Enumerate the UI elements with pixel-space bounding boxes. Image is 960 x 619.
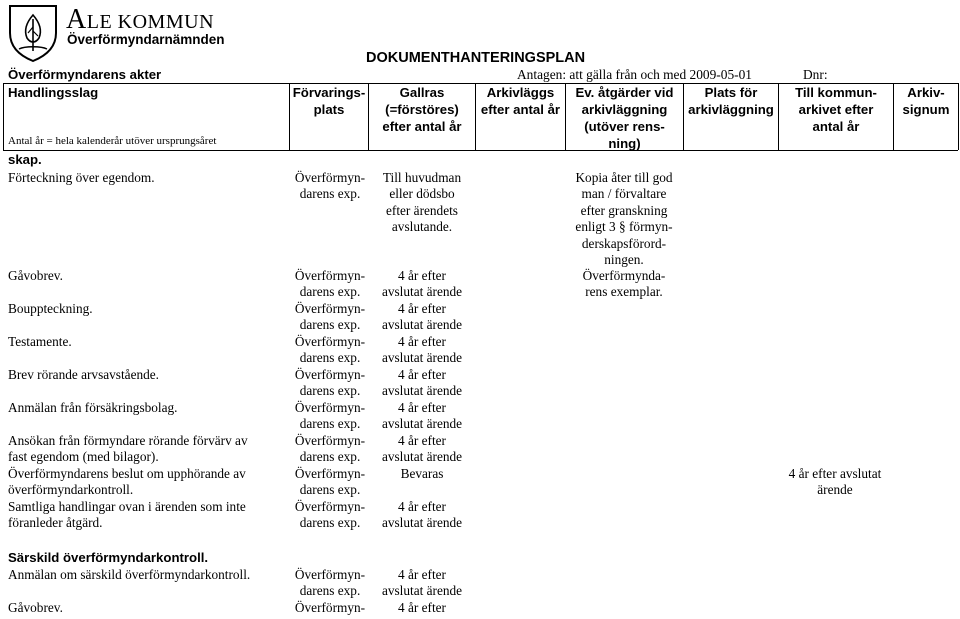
- col-kommunarkivet: Till kommun- arkivet efter antal år: [795, 85, 877, 134]
- row-3-gallras: 4 år efter avslutat ärende: [381, 301, 463, 333]
- row-7-name: Ansökan från förmyndare rörande förvärv av fast egendom (med bilagor).: [8, 433, 248, 465]
- row-5-place: Överförmyn- darens exp.: [294, 367, 366, 399]
- col-gallras: Gallras (=förstöres) efter antal år: [382, 85, 462, 134]
- org-name-rest: LE KOMMUN: [86, 11, 215, 33]
- row-2-atgarder: Överförmynda- rens exemplar.: [582, 268, 666, 300]
- row-1-atgarder: Kopia åter till god man / förvaltare efter granskning enligt 3 § förmyn- derskapsförord- ningen.: [575, 170, 673, 268]
- row-3-name: Bouppteckning.: [8, 301, 93, 316]
- row-9-place: Överförmyn- darens exp.: [294, 499, 366, 531]
- section2-row-1-place: Överförmyn- darens exp.: [294, 567, 366, 599]
- section-heading-skap: skap.: [8, 152, 42, 167]
- row-1-gallras: Till huvudman eller dödsbo efter ärendets avslutande.: [382, 170, 462, 235]
- row-1-place: Överförmyn- darens exp.: [294, 170, 366, 202]
- row-2-place: Överförmyn- darens exp.: [294, 268, 366, 300]
- col-handlingsslag: Handlingsslag: [8, 85, 99, 100]
- akter-label: Överförmyndarens akter: [8, 67, 162, 82]
- section2-row-2-gallras: 4 år efter: [398, 600, 446, 615]
- row-3-place: Överförmyn- darens exp.: [294, 301, 366, 333]
- row-4-place: Överförmyn- darens exp.: [294, 334, 366, 366]
- row-7-place: Överförmyn- darens exp.: [294, 433, 366, 465]
- section2-row-1-name: Anmälan om särskild överförmyndarkontroll.: [8, 567, 251, 582]
- row-4-name: Testamente.: [8, 334, 72, 349]
- row-2-name: Gåvobrev.: [8, 268, 63, 283]
- row-8-gallras: Bevaras: [400, 466, 444, 481]
- row-4-gallras: 4 år efter avslutat ärende: [381, 334, 463, 366]
- row-9-gallras: 4 år efter avslutat ärende: [381, 499, 463, 531]
- dnr-label: Dnr:: [803, 67, 828, 82]
- row-2-gallras: 4 år efter avslutat ärende: [381, 268, 463, 300]
- org-name-initial: A: [66, 4, 87, 35]
- row-7-gallras: 4 år efter avslutat ärende: [381, 433, 463, 465]
- org-subtitle: Överförmyndarnämnden: [67, 32, 225, 47]
- section2-row-2-place: Överförmyn-: [294, 600, 366, 615]
- col-arkivlaggs: Arkivläggs efter antal år: [480, 85, 561, 117]
- col-arkivsignum: Arkiv- signum: [902, 85, 950, 117]
- row-8-name: Överförmyndarens beslut om upphörande av överförmyndarkontroll.: [8, 466, 246, 498]
- row-6-name: Anmälan från försäkringsbolag.: [8, 400, 178, 415]
- row-1-name: Förteckning över egendom.: [8, 170, 155, 185]
- col-plats: Plats för arkivläggning: [688, 85, 774, 117]
- table-header-bottom-border: [3, 150, 958, 151]
- ale-kommun-logo: [7, 3, 59, 63]
- adopted-date: Antagen: att gälla från och med 2009-05-01: [517, 67, 753, 82]
- col-atgarder: Ev. åtgärder vid arkivläggning (utöver rens- ning): [575, 85, 674, 151]
- col-forvaringsplats: Förvarings- plats: [292, 85, 366, 117]
- antal-ar-note: Antal år = hela kalenderår utöver ursprungsåret: [8, 135, 217, 147]
- row-5-gallras: 4 år efter avslutat ärende: [381, 367, 463, 399]
- row-8-place: Överförmyn- darens exp.: [294, 466, 366, 498]
- row-6-place: Överförmyn- darens exp.: [294, 400, 366, 432]
- section2-row-1-gallras: 4 år efter avslutat ärende: [381, 567, 463, 599]
- row-5-name: Brev rörande arvsavstående.: [8, 367, 159, 382]
- section2-row-2-name: Gåvobrev.: [8, 600, 63, 615]
- document-title: DOKUMENTHANTERINGSPLAN: [366, 50, 586, 66]
- row-9-name: Samtliga handlingar ovan i ärenden som inte föranleder åtgärd.: [8, 499, 246, 531]
- section-heading-sarskild: Särskild överförmyndarkontroll.: [8, 550, 209, 565]
- row-8-kommunarkivet: 4 år efter avslutat ärende: [788, 466, 882, 498]
- paragraph-sign: §: [619, 219, 626, 235]
- row-6-gallras: 4 år efter avslutat ärende: [381, 400, 463, 432]
